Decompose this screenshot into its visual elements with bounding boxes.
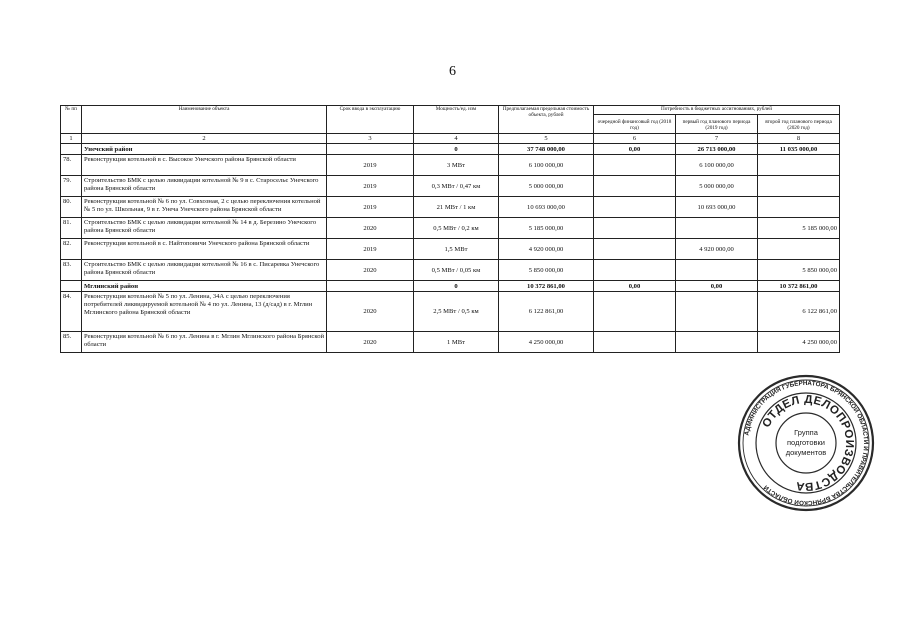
stamp-center-line3: документов bbox=[785, 448, 827, 457]
row-name: Реконструкция котельной № 6 по ул. Совхозная, 2 с целью переключения котельной № 5 по ул. Школьная, 9 в г. Унеча Унечского района Брянской области bbox=[82, 197, 327, 218]
row-name: Строительство БМК с целью ликвидации котельной № 16 в с. Писаревка Унечского района Брянской области bbox=[82, 260, 327, 281]
row-name: Реконструкция котельной в с. Высокое Унечского района Брянской области bbox=[82, 155, 327, 176]
row-2020: 6 122 861,00 bbox=[758, 292, 840, 332]
row-name: Строительство БМК с целью ликвидации котельной № 9 в с. Старосельє Унечского района Брянской области bbox=[82, 176, 327, 197]
table-row bbox=[61, 155, 840, 176]
district-row-mglin bbox=[61, 281, 840, 292]
row-2019: 6 100 000,00 bbox=[676, 155, 758, 176]
row-capacity: 1,5 МВт bbox=[414, 239, 499, 260]
row-num: 84. bbox=[61, 292, 82, 332]
stamp-center-line2: подготовки bbox=[787, 438, 825, 447]
row-2019 bbox=[676, 332, 758, 353]
district-2020: 11 035 000,00 bbox=[758, 144, 840, 155]
row-year: 2019 bbox=[327, 155, 414, 176]
district-cost: 37 748 000,00 bbox=[499, 144, 594, 155]
column-index-row bbox=[61, 133, 840, 143]
column-index: 2 bbox=[82, 133, 327, 143]
row-num: 80. bbox=[61, 197, 82, 218]
table-row bbox=[61, 176, 840, 197]
row-2018 bbox=[594, 218, 676, 239]
district-capacity: 0 bbox=[414, 281, 499, 292]
row-2019: 5 000 000,00 bbox=[676, 176, 758, 197]
header-2020: второй год планового периода (2020 год) bbox=[758, 114, 840, 133]
row-name: Реконструкция котельной № 6 по ул. Ленина в г. Мглин Мглинского района Брянской области bbox=[82, 332, 327, 353]
row-name: Реконструкция котельной № 5 по ул. Ленина, 34А с целью переключения потребителей ликвидируемой котельной № 4 по ул. Ленина, 13 (д/сад) в г. Мглин Мглинского района Брянской области bbox=[82, 292, 327, 332]
row-2020 bbox=[758, 239, 840, 260]
header-need: Потребность в бюджетных ассигнованиях, рублей bbox=[594, 106, 840, 115]
row-num: 82. bbox=[61, 239, 82, 260]
row-cost: 4 250 000,00 bbox=[499, 332, 594, 353]
row-year: 2019 bbox=[327, 176, 414, 197]
row-cost: 10 693 000,00 bbox=[499, 197, 594, 218]
row-capacity: 0,5 МВт / 0,2 км bbox=[414, 218, 499, 239]
row-cost: 4 920 000,00 bbox=[499, 239, 594, 260]
row-2018 bbox=[594, 176, 676, 197]
official-stamp bbox=[736, 373, 876, 513]
row-2019 bbox=[676, 260, 758, 281]
row-year: 2020 bbox=[327, 218, 414, 239]
table-row bbox=[61, 292, 840, 332]
district-year bbox=[327, 281, 414, 292]
header-year: Срок ввода в эксплуатацию bbox=[327, 106, 414, 134]
row-2018 bbox=[594, 239, 676, 260]
row-2018 bbox=[594, 292, 676, 332]
district-2019: 0,00 bbox=[676, 281, 758, 292]
district-capacity: 0 bbox=[414, 144, 499, 155]
stamp-outer-text: АДМИНИСТРАЦИЯ ГУБЕРНАТОРА БРЯНСКОЙ ОБЛАСТИ И ПРАВИТЕЛЬСТВА БРЯНСКОЙ ОБЛАСТИ bbox=[743, 379, 870, 507]
row-cost: 6 100 000,00 bbox=[499, 155, 594, 176]
row-2020 bbox=[758, 155, 840, 176]
row-2020: 5 850 000,00 bbox=[758, 260, 840, 281]
table-row bbox=[61, 197, 840, 218]
row-2020: 5 185 000,00 bbox=[758, 218, 840, 239]
row-num: 85. bbox=[61, 332, 82, 353]
column-index: 7 bbox=[676, 133, 758, 143]
table-row bbox=[61, 218, 840, 239]
row-name: Реконструкция котельной в с. Найтоповичи Унечского района Брянской области bbox=[82, 239, 327, 260]
column-index: 3 bbox=[327, 133, 414, 143]
row-capacity: 2,5 МВт / 0,5 км bbox=[414, 292, 499, 332]
row-cost: 6 122 861,00 bbox=[499, 292, 594, 332]
table-row bbox=[61, 260, 840, 281]
row-2020: 4 250 000,00 bbox=[758, 332, 840, 353]
header-cost: Предполагаемая предельная стоимость объекта, рублей bbox=[499, 106, 594, 134]
district-2018: 0,00 bbox=[594, 281, 676, 292]
header-2019: первый год планового периода (2019 год) bbox=[676, 114, 758, 133]
row-2019 bbox=[676, 292, 758, 332]
row-num: 79. bbox=[61, 176, 82, 197]
row-num: 83. bbox=[61, 260, 82, 281]
header-2018: очередной финансовый год (2018 год) bbox=[594, 114, 676, 133]
district-2018: 0,00 bbox=[594, 144, 676, 155]
row-capacity: 0,3 МВт / 0,47 км bbox=[414, 176, 499, 197]
column-index: 8 bbox=[758, 133, 840, 143]
district-year bbox=[327, 144, 414, 155]
row-2019 bbox=[676, 218, 758, 239]
row-year: 2019 bbox=[327, 239, 414, 260]
row-2020 bbox=[758, 176, 840, 197]
row-2018 bbox=[594, 197, 676, 218]
row-cost: 5 185 000,00 bbox=[499, 218, 594, 239]
row-2019: 10 693 000,00 bbox=[676, 197, 758, 218]
stamp-center-line1: Группа bbox=[794, 428, 818, 437]
district-cost: 10 372 861,00 bbox=[499, 281, 594, 292]
district-2019: 26 713 000,00 bbox=[676, 144, 758, 155]
district-row-unecha bbox=[61, 144, 840, 155]
row-2018 bbox=[594, 260, 676, 281]
table-row bbox=[61, 239, 840, 260]
header-num: № пп bbox=[61, 106, 82, 134]
district-num bbox=[61, 281, 82, 292]
row-year: 2020 bbox=[327, 292, 414, 332]
header-name: Наименование объекта bbox=[82, 106, 327, 134]
row-2018 bbox=[594, 332, 676, 353]
column-index: 4 bbox=[414, 133, 499, 143]
row-capacity: 0,5 МВт / 0,05 км bbox=[414, 260, 499, 281]
column-index: 5 bbox=[499, 133, 594, 143]
column-index: 1 bbox=[61, 133, 82, 143]
district-2020: 10 372 861,00 bbox=[758, 281, 840, 292]
budget-table bbox=[60, 105, 840, 353]
row-2018 bbox=[594, 155, 676, 176]
row-year: 2020 bbox=[327, 260, 414, 281]
stamp-ring-text: ОТДЕЛ ДЕЛОПРОИЗВОДСТВА bbox=[760, 393, 856, 493]
row-2019: 4 920 000,00 bbox=[676, 239, 758, 260]
row-capacity: 3 МВт bbox=[414, 155, 499, 176]
page-number: 6 bbox=[449, 64, 456, 79]
row-year: 2019 bbox=[327, 197, 414, 218]
row-capacity: 1 МВт bbox=[414, 332, 499, 353]
row-cost: 5 850 000,00 bbox=[499, 260, 594, 281]
district-title: Мглинский район bbox=[82, 281, 327, 292]
header-capacity: Мощность/ед. изм bbox=[414, 106, 499, 134]
row-num: 81. bbox=[61, 218, 82, 239]
row-capacity: 21 МВт / 1 км bbox=[414, 197, 499, 218]
row-year: 2020 bbox=[327, 332, 414, 353]
district-title: Унечский район bbox=[82, 144, 327, 155]
column-index: 6 bbox=[594, 133, 676, 143]
row-cost: 5 000 000,00 bbox=[499, 176, 594, 197]
district-num bbox=[61, 144, 82, 155]
row-name: Строительство БМК с целью ликвидации котельной № 14 в д. Березино Унечского района Брянской области bbox=[82, 218, 327, 239]
row-num: 78. bbox=[61, 155, 82, 176]
table-row bbox=[61, 332, 840, 353]
row-2020 bbox=[758, 197, 840, 218]
